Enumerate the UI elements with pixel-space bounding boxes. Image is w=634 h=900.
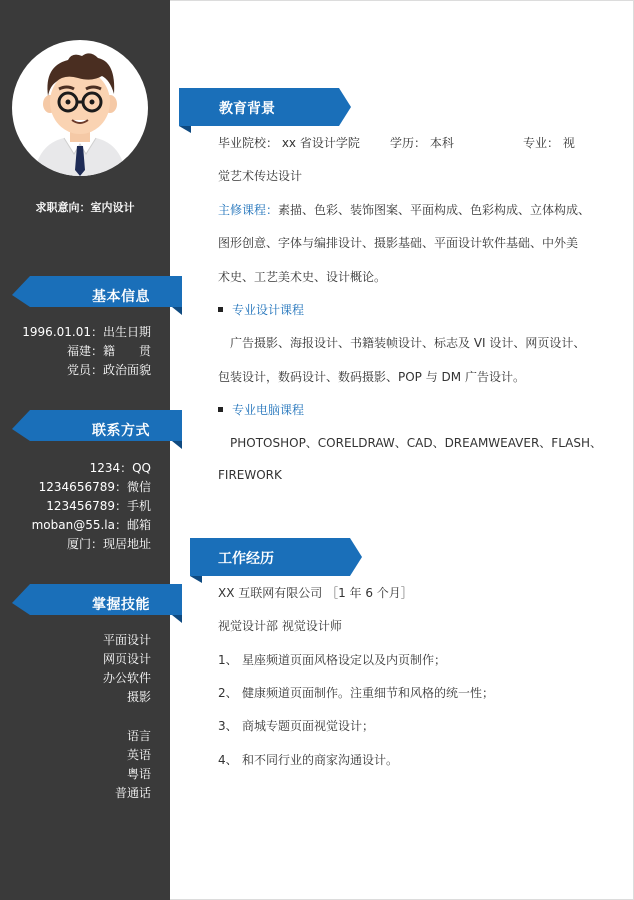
courses-line: 图形创意、字体与编排设计、摄影基础、平面设计软件基础、中外美 <box>218 236 579 250</box>
pro-course-title: 专业设计课程 <box>232 303 305 317</box>
pro-course-text: 广告摄影、海报设计、书籍装帧设计、标志及 VI 设计、网页设计、 <box>230 336 586 350</box>
degree: 学历： 本科 <box>390 136 454 150</box>
duty-number: 2、 <box>218 686 238 700</box>
pc-course-title: 专业电脑课程 <box>232 403 305 417</box>
section-header-skills <box>12 584 182 623</box>
major-end: 觉艺术传达设计 <box>218 169 303 183</box>
school-name: 毕业院校： xx 省设计学院 <box>218 136 360 150</box>
native-place: 福建：籍 贯 <box>66 344 151 358</box>
cartoon-avatar-icon <box>12 40 148 176</box>
square-bullet-icon <box>218 407 223 412</box>
duty-item <box>218 651 446 668</box>
contact-email: moban@55.la：邮箱 <box>31 518 151 532</box>
duty-text: 健康频道页面制作。注重细节和风格的统一性； <box>242 686 495 700</box>
basic-info-list <box>0 323 151 380</box>
duty-text: 和不同行业的商家沟通设计。 <box>242 753 399 767</box>
skill-item: 网页设计 <box>102 652 151 666</box>
section-header-education <box>179 88 354 130</box>
major-start: 专业： 视 <box>523 136 575 150</box>
contact-phone: 123456789：手机 <box>46 499 151 513</box>
section-header-work <box>190 538 365 580</box>
skill-item: 平面设计 <box>102 633 151 647</box>
section-title: 工作经历 <box>218 551 274 567</box>
pc-course-heading <box>218 401 304 418</box>
contact-wechat: 1234656789：微信 <box>38 480 151 494</box>
courses-line: 术史、工艺美术史、设计概论。 <box>218 270 387 284</box>
skill-item: 办公软件 <box>102 671 151 685</box>
pro-course-heading <box>218 301 304 318</box>
sidebar <box>0 0 170 900</box>
section-title: 教育背景 <box>219 101 275 117</box>
duty-number: 3、 <box>218 719 238 733</box>
courses-text: 素描、色彩、装饰图案、平面构成、色彩构成、立体构成、 <box>278 203 591 217</box>
section-title: 联系方式 <box>92 423 150 439</box>
duty-text: 商城专题页面视觉设计； <box>242 719 375 733</box>
language-heading: 语言 <box>126 729 151 743</box>
language-item: 英语 <box>126 748 151 762</box>
square-bullet-icon <box>218 307 223 312</box>
courses-label: 主修课程： <box>218 203 279 217</box>
position: 视觉设计部 视觉设计师 <box>218 619 342 633</box>
section-title: 基本信息 <box>92 289 150 305</box>
contact-qq: 1234：QQ <box>89 461 151 475</box>
pro-course-text: 包装设计，数码设计、数码摄影、POP 与 DM 广告设计。 <box>218 370 525 384</box>
duty-item <box>218 684 494 701</box>
section-header-contact <box>12 410 182 449</box>
banner-shape-icon <box>190 538 365 583</box>
language-item: 粤语 <box>126 767 151 781</box>
duty-number: 1、 <box>218 653 238 667</box>
section-header-basic-info <box>12 276 182 315</box>
language-item: 普通话 <box>114 786 151 800</box>
job-intent: 求职意向：室内设计 <box>35 201 135 214</box>
political-status: 党员：政治面貌 <box>66 363 151 377</box>
company: XX 互联网有限公司 ［1 年 6 个月］ <box>218 586 413 600</box>
skills-list <box>0 631 151 707</box>
language-list <box>0 727 151 803</box>
contact-list <box>0 459 151 554</box>
duty-item <box>218 751 398 768</box>
duty-text: 星座频道页面风格设定以及内页制作； <box>242 653 447 667</box>
duty-item <box>218 717 374 734</box>
skill-item: 摄影 <box>126 690 151 704</box>
section-title: 掌握技能 <box>92 597 150 613</box>
birth-date: 1996.01.01：出生日期 <box>22 325 151 339</box>
avatar <box>12 40 148 176</box>
duty-number: 4、 <box>218 753 238 767</box>
pc-course-text: PHOTOSHOP、CORELDRAW、CAD、DREAMWEAVER、FLASH、 <box>230 436 603 450</box>
contact-address: 厦门：现居地址 <box>66 537 151 551</box>
courses-line <box>218 201 590 218</box>
pc-course-text: FIREWORK <box>218 468 282 482</box>
